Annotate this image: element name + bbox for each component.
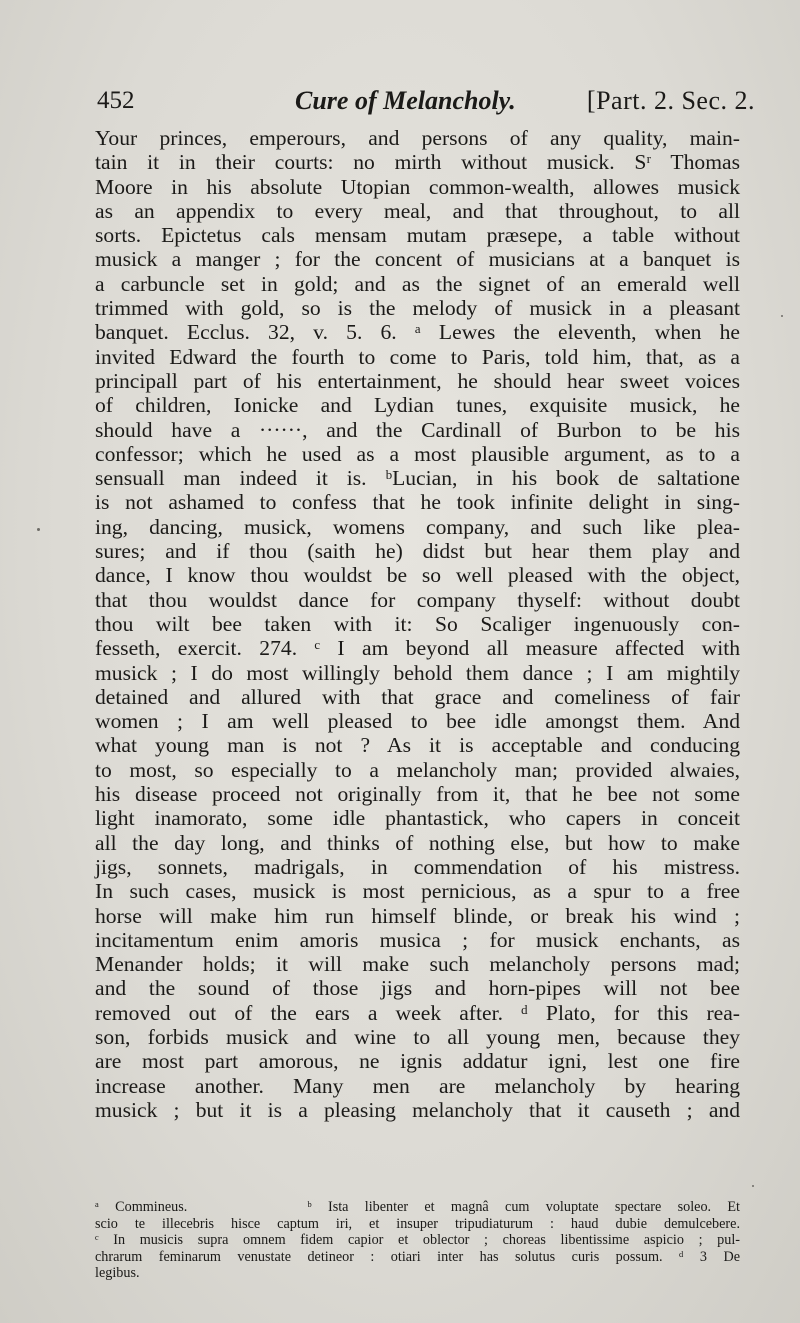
body-line: of children, Ionicke and Lydian tunes, exquisite musick, he [95, 393, 740, 418]
body-line: light inamorato, some idle phantastick, who capers in conceit [95, 806, 740, 831]
body-line: sures; and if thou (saith he) didst but hear them play and [95, 539, 740, 564]
body-line: tain it in their courts: no mirth without musick. Sʳ Thomas [95, 150, 740, 175]
body-line: his disease proceed not originally from it, that he bee not some [95, 782, 740, 807]
body-line: a carbuncle set in gold; and as the signet of an emerald well [95, 271, 740, 296]
body-line: Menander holds; it will make such melancholy persons mad; [95, 952, 740, 977]
body-line: as an appendix to every meal, and that throughout, to all [95, 198, 740, 223]
body-line: women ; I am well pleased to bee idle amongst them. And [95, 709, 740, 734]
body-line: ing, dancing, musick, womens company, and such like plea- [95, 514, 740, 539]
footnote-line [95, 1199, 740, 1216]
body-line: thou wilt bee taken with it: So Scaliger ingenuously con- [95, 611, 740, 636]
running-head [95, 84, 755, 118]
body-line: musick ; but it is a pleasing melancholy that it causeth ; and [95, 1097, 740, 1122]
body-line: sensuall man indeed it is. ᵇLucian, in his book de saltatione [95, 466, 740, 491]
body-line: is not ashamed to confess that he took infinite delight in sing- [95, 490, 740, 515]
body-line: In such cases, musick is most pernicious, as a spur to a free [95, 879, 740, 904]
body-line: incitamentum enim amoris musica ; for musick enchants, as [95, 927, 740, 952]
body-line: are most part amorous, ne ignis addatur igni, lest one fire [95, 1049, 740, 1074]
section-reference: [Part. 2. Sec. 2. [586, 86, 755, 115]
footnotes [95, 1199, 740, 1282]
body-line: fesseth, exercit. 274. ᶜ I am beyond all measure affected with [95, 636, 740, 661]
footnote-line: legibus. [95, 1265, 140, 1281]
body-line: to most, so especially to a melancholy man; provided alwaies, [95, 757, 740, 782]
body-line: removed out of the ears a week after. ᵈ Plato, for this rea- [95, 1000, 740, 1025]
footnote-a: ᵃ Commineus. [95, 1199, 188, 1215]
body-line: trimmed with gold, so is the melody of musick in a pleasant [95, 296, 740, 321]
body-line: banquet. Ecclus. 32, v. 5. 6. ᵃ Lewes the eleventh, when he [95, 320, 740, 345]
body-line: horse will make him run himself blinde, or break his wind ; [95, 903, 740, 928]
body-line: that thou wouldst dance for company thyself: without doubt [95, 587, 740, 612]
page-number: 452 [97, 87, 135, 114]
body-line: detained and allured with that grace and comeliness of fair [95, 684, 740, 709]
body-line: should have a ······, and the Cardinall of Burbon to be his [95, 417, 740, 442]
body-text [95, 126, 740, 1122]
footnote-line: scio te illecebris hisce captum iri, et insuper tripudiaturum : haud dubie demulcebere. [95, 1215, 740, 1232]
body-line: invited Edward the fourth to come to Paris, told him, that, as a [95, 344, 740, 369]
body-line: sorts. Epictetus cals mensam mutam præsepe, a table without [95, 223, 740, 248]
body-line: musick a manger ; for the concent of musicians at a banquet is [95, 247, 740, 272]
body-line: what young man is not ? As it is acceptable and conducing [95, 733, 740, 758]
body-line: and the sound of those jigs and horn-pipes will not bee [95, 976, 740, 1001]
body-line: Moore in his absolute Utopian common-wealth, allowes musick [95, 174, 740, 199]
body-line: all the day long, and thinks of nothing else, but how to make [95, 830, 740, 855]
body-line: Your princes, emperours, and persons of any quality, main- [95, 126, 740, 150]
body-line: dance, I know thou wouldst be so well pleased with the object, [95, 563, 740, 588]
running-title: Cure of Melancholy. [295, 86, 516, 115]
paper-speck [752, 1185, 754, 1187]
footnote-line: chrarum feminarum venustate detineor : otiari inter has solutus curis possum. ᵈ 3 De [95, 1248, 740, 1265]
body-line: principall part of his entertainment, he should hear sweet voices [95, 368, 740, 393]
body-line: increase another. Many men are melancholy by hearing [95, 1073, 740, 1098]
footnote-c: ᶜ In musicis supra omnem fidem capior et oblector ; choreas libentissime aspicio ; pul- [95, 1232, 740, 1248]
footnote-b: ᵇ Ista libenter et magnâ cum voluptate spectare soleo. Et [307, 1199, 740, 1215]
body-line: musick ; I do most willingly behold them dance ; I am mightily [95, 660, 740, 685]
body-line: confessor; which he used as a most plausible argument, as to a [95, 441, 740, 466]
paper-speck [781, 315, 783, 317]
paper-speck [37, 528, 40, 531]
body-line: son, forbids musick and wine to all young men, because they [95, 1024, 740, 1049]
body-line: jigs, sonnets, madrigals, in commendation of his mistress. [95, 854, 740, 879]
